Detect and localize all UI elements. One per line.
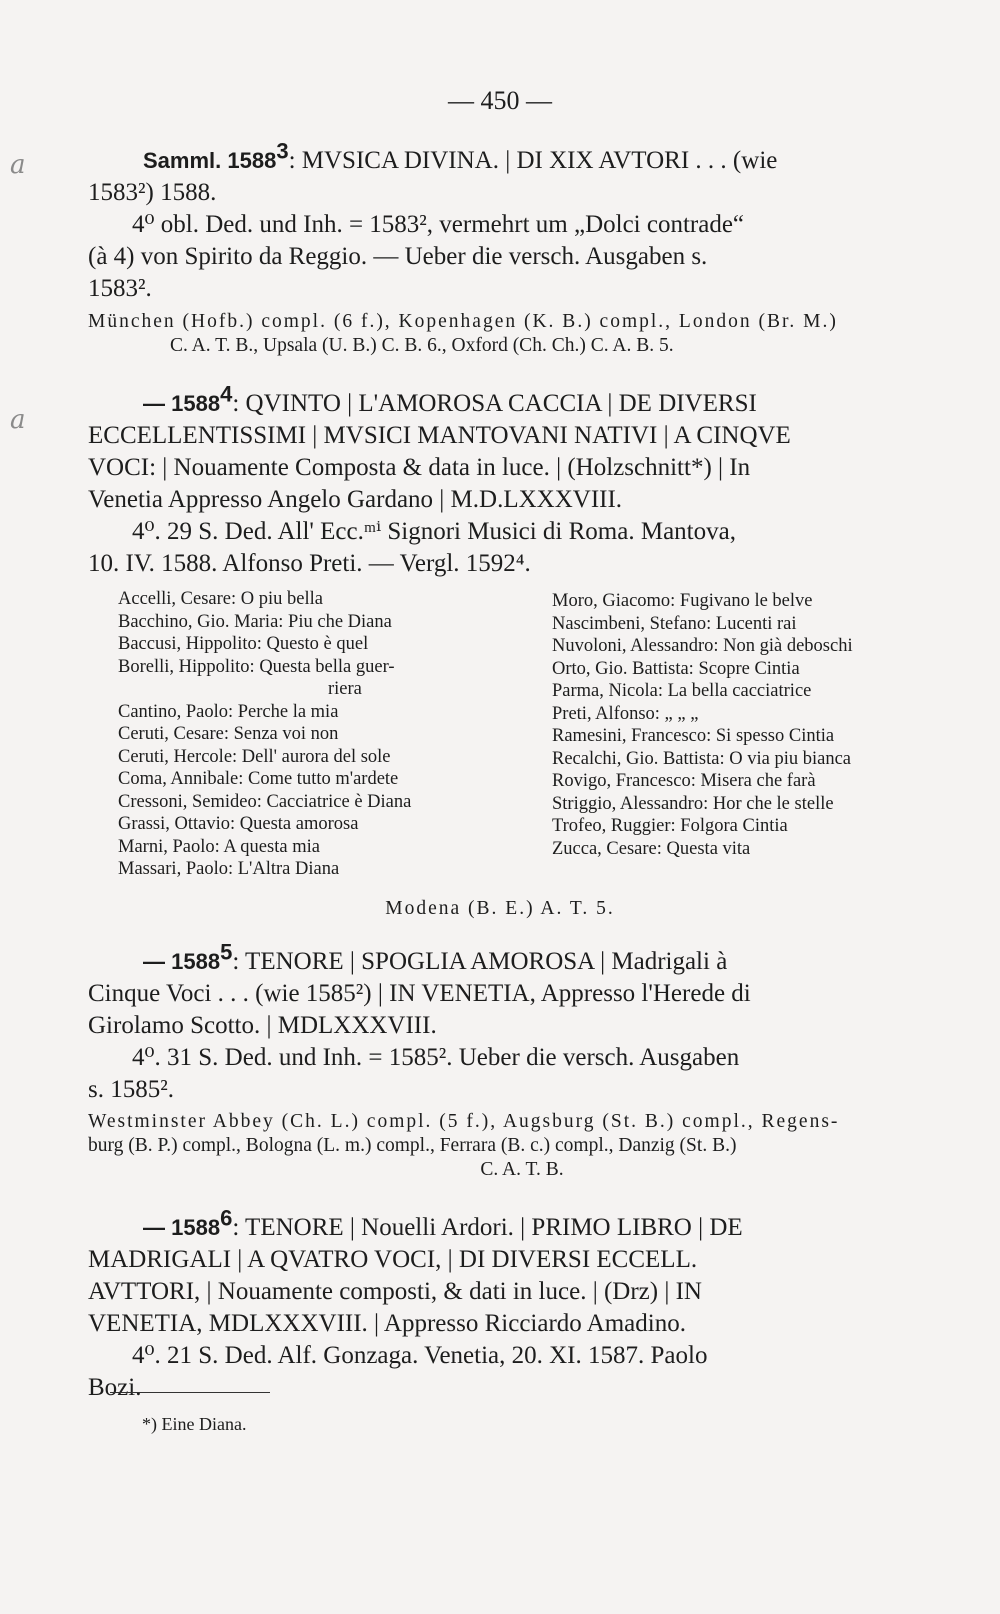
library-holdings [88,1110,956,1182]
description-line: 4⁰. 29 S. Ded. All' Ecc.ᵐⁱ Signori Musici di Roma. Mantova, [132,518,736,545]
description-line: s. 1585². [88,1076,174,1103]
entry-sup: 4 [220,381,233,407]
entry-1588-5 [88,939,956,1106]
contents-item: Parma, Nicola: La bella cacciatrice [552,681,812,701]
contents-item-continuation: riera [328,679,362,699]
title-line: : QVINTO | L'AMOROSA CACCIA | DE DIVERSI [232,390,757,417]
title-line: VOCI: | Nouamente Composta & data in luce. | (Holzschnitt*) | In [88,454,751,481]
contents-item: Ceruti, Hercole: Dell' aurora del sole [118,746,391,767]
title-line: : MVSICA DIVINA. | DI XIX AVTORI . . . (wie [288,147,778,174]
library-line: C. A. T. B. [480,1159,564,1180]
contents-item: Nascimbeni, Stefano: Lucenti rai [552,613,797,634]
description-line: 4⁰. 21 S. Ded. Alf. Gonzaga. Venetia, 20. XI. 1587. Paolo [132,1342,708,1369]
entry-sup: 6 [220,1205,233,1231]
description-line: Bozi. [88,1374,142,1401]
title-line: MADRIGALI | A QVATRO VOCI, | DI DIVERSI ECCELL. [88,1246,698,1273]
library-line: burg (B. P.) compl., Bologna (L. m.) compl., Ferrara (B. c.) compl., Danzig (St. B.) [88,1135,737,1156]
contents-item: Trofeo, Ruggier: Folgora Cintia [552,816,788,836]
entry-label: — 1588 [143,949,221,974]
contents-item: Accelli, Cesare: O piu bella [118,589,323,609]
contents-item: Massari, Paolo: L'Altra Diana [118,859,340,879]
description-line: (à 4) von Spirito da Reggio. — Ueber die versch. Ausgaben s. [88,243,708,270]
library-line: C. A. T. B., Upsala (U. B.) C. B. 6., Oxford (Ch. Ch.) C. A. B. 5. [170,335,674,356]
title-line: 1583²) 1588. [88,179,217,206]
library-holdings: Modena (B. E.) A. T. 5. [385,898,615,919]
title-line: Venetia Appresso Angelo Gardano | M.D.LXXXVIII. [88,486,623,513]
library-line: München (Hofb.) compl. (6 f.), Kopenhagen (K. B.) compl., London (Br. M.) [88,311,838,332]
contents-item: Moro, Giacomo: Fugivano le belve [552,591,813,611]
contents-item: Cressoni, Semideo: Cacciatrice è Diana [118,791,412,812]
title-line: Cinque Voci . . . (wie 1585²) | IN VENETIA, Appresso l'Herede di [88,980,751,1007]
title-line: VENETIA, MDLXXXVIII. | Appresso Ricciardo Amadino. [88,1310,686,1337]
contents-item: Preti, Alfonso: „ „ „ [552,703,699,724]
contents-left-column [118,588,411,881]
contents-item: Cantino, Paolo: Perche la mia [118,701,339,722]
contents-item: Recalchi, Gio. Battista: O via piu bianca [552,748,851,769]
entry-label: — 1588 [143,391,221,416]
contents-right-column [552,590,853,860]
contents-item: Ramesini, Francesco: Si spesso Cintia [552,726,835,746]
title-line: : TENORE | Nouelli Ardori. | PRIMO LIBRO | DE [232,1214,743,1241]
entry-sup: 5 [220,939,233,965]
contents-item: Orto, Gio. Battista: Scopre Cintia [552,658,800,679]
title-line: AVTTORI, | Nouamente composti, & dati in luce. | (Drz) | IN [88,1278,702,1305]
description-line: 4⁰ obl. Ded. und Inh. = 1583², vermehrt um „Dolci contrade“ [132,211,745,238]
library-holdings [88,310,956,358]
contents-item: Rovigo, Francesco: Misera che farà [552,771,816,791]
title-line: : TENORE | SPOGLIA AMOROSA | Madrigali à [232,948,728,975]
contents-item: Marni, Paolo: A questa mia [118,836,320,857]
contents-item: Borelli, Hippolito: Questa bella guer- [118,656,395,677]
description-line: 1583². [88,275,152,302]
footnote: *) Eine Diana. [142,1414,247,1434]
description-line: 4⁰. 31 S. Ded. und Inh. = 1585². Ueber die versch. Ausgaben [132,1044,740,1071]
contents-item: Coma, Annibale: Come tutto m'ardete [118,769,399,789]
margin-note: a [10,150,26,180]
margin-note: a [10,405,26,435]
contents-item: Nuvoloni, Alessandro: Non già deboschi [552,636,853,656]
page-number: — 450 — [448,86,552,115]
contents-item: Grassi, Ottavio: Questa amorosa [118,814,359,834]
entry-1588-4 [88,381,956,580]
entry-sup: 3 [276,138,289,164]
title-line: ECCELLENTISSIMI | MVSICI MANTOVANI NATIVI | A CINQVE [88,422,791,449]
entry-label: Samml. 1588 [143,148,277,173]
library-line: Westminster Abbey (Ch. L.) compl. (5 f.), Augsburg (St. B.) compl., Regens- [88,1111,840,1132]
contents-item: Ceruti, Cesare: Senza voi non [118,724,339,744]
entry-1588-3 [88,138,956,305]
contents-item: Bacchino, Gio. Maria: Piu che Diana [118,611,392,632]
title-line: Girolamo Scotto. | MDLXXXVIII. [88,1012,437,1039]
contents-item: Striggio, Alessandro: Hor che le stelle [552,793,834,814]
description-line: 10. IV. 1588. Alfonso Preti. — Vergl. 1592⁴. [88,550,531,577]
contents-item: Zucca, Cesare: Questa vita [552,838,751,859]
footnote-rule [110,1392,270,1393]
contents-item: Baccusi, Hippolito: Questo è quel [118,634,369,654]
entry-1588-6 [88,1205,956,1404]
entry-label: — 1588 [143,1215,221,1240]
